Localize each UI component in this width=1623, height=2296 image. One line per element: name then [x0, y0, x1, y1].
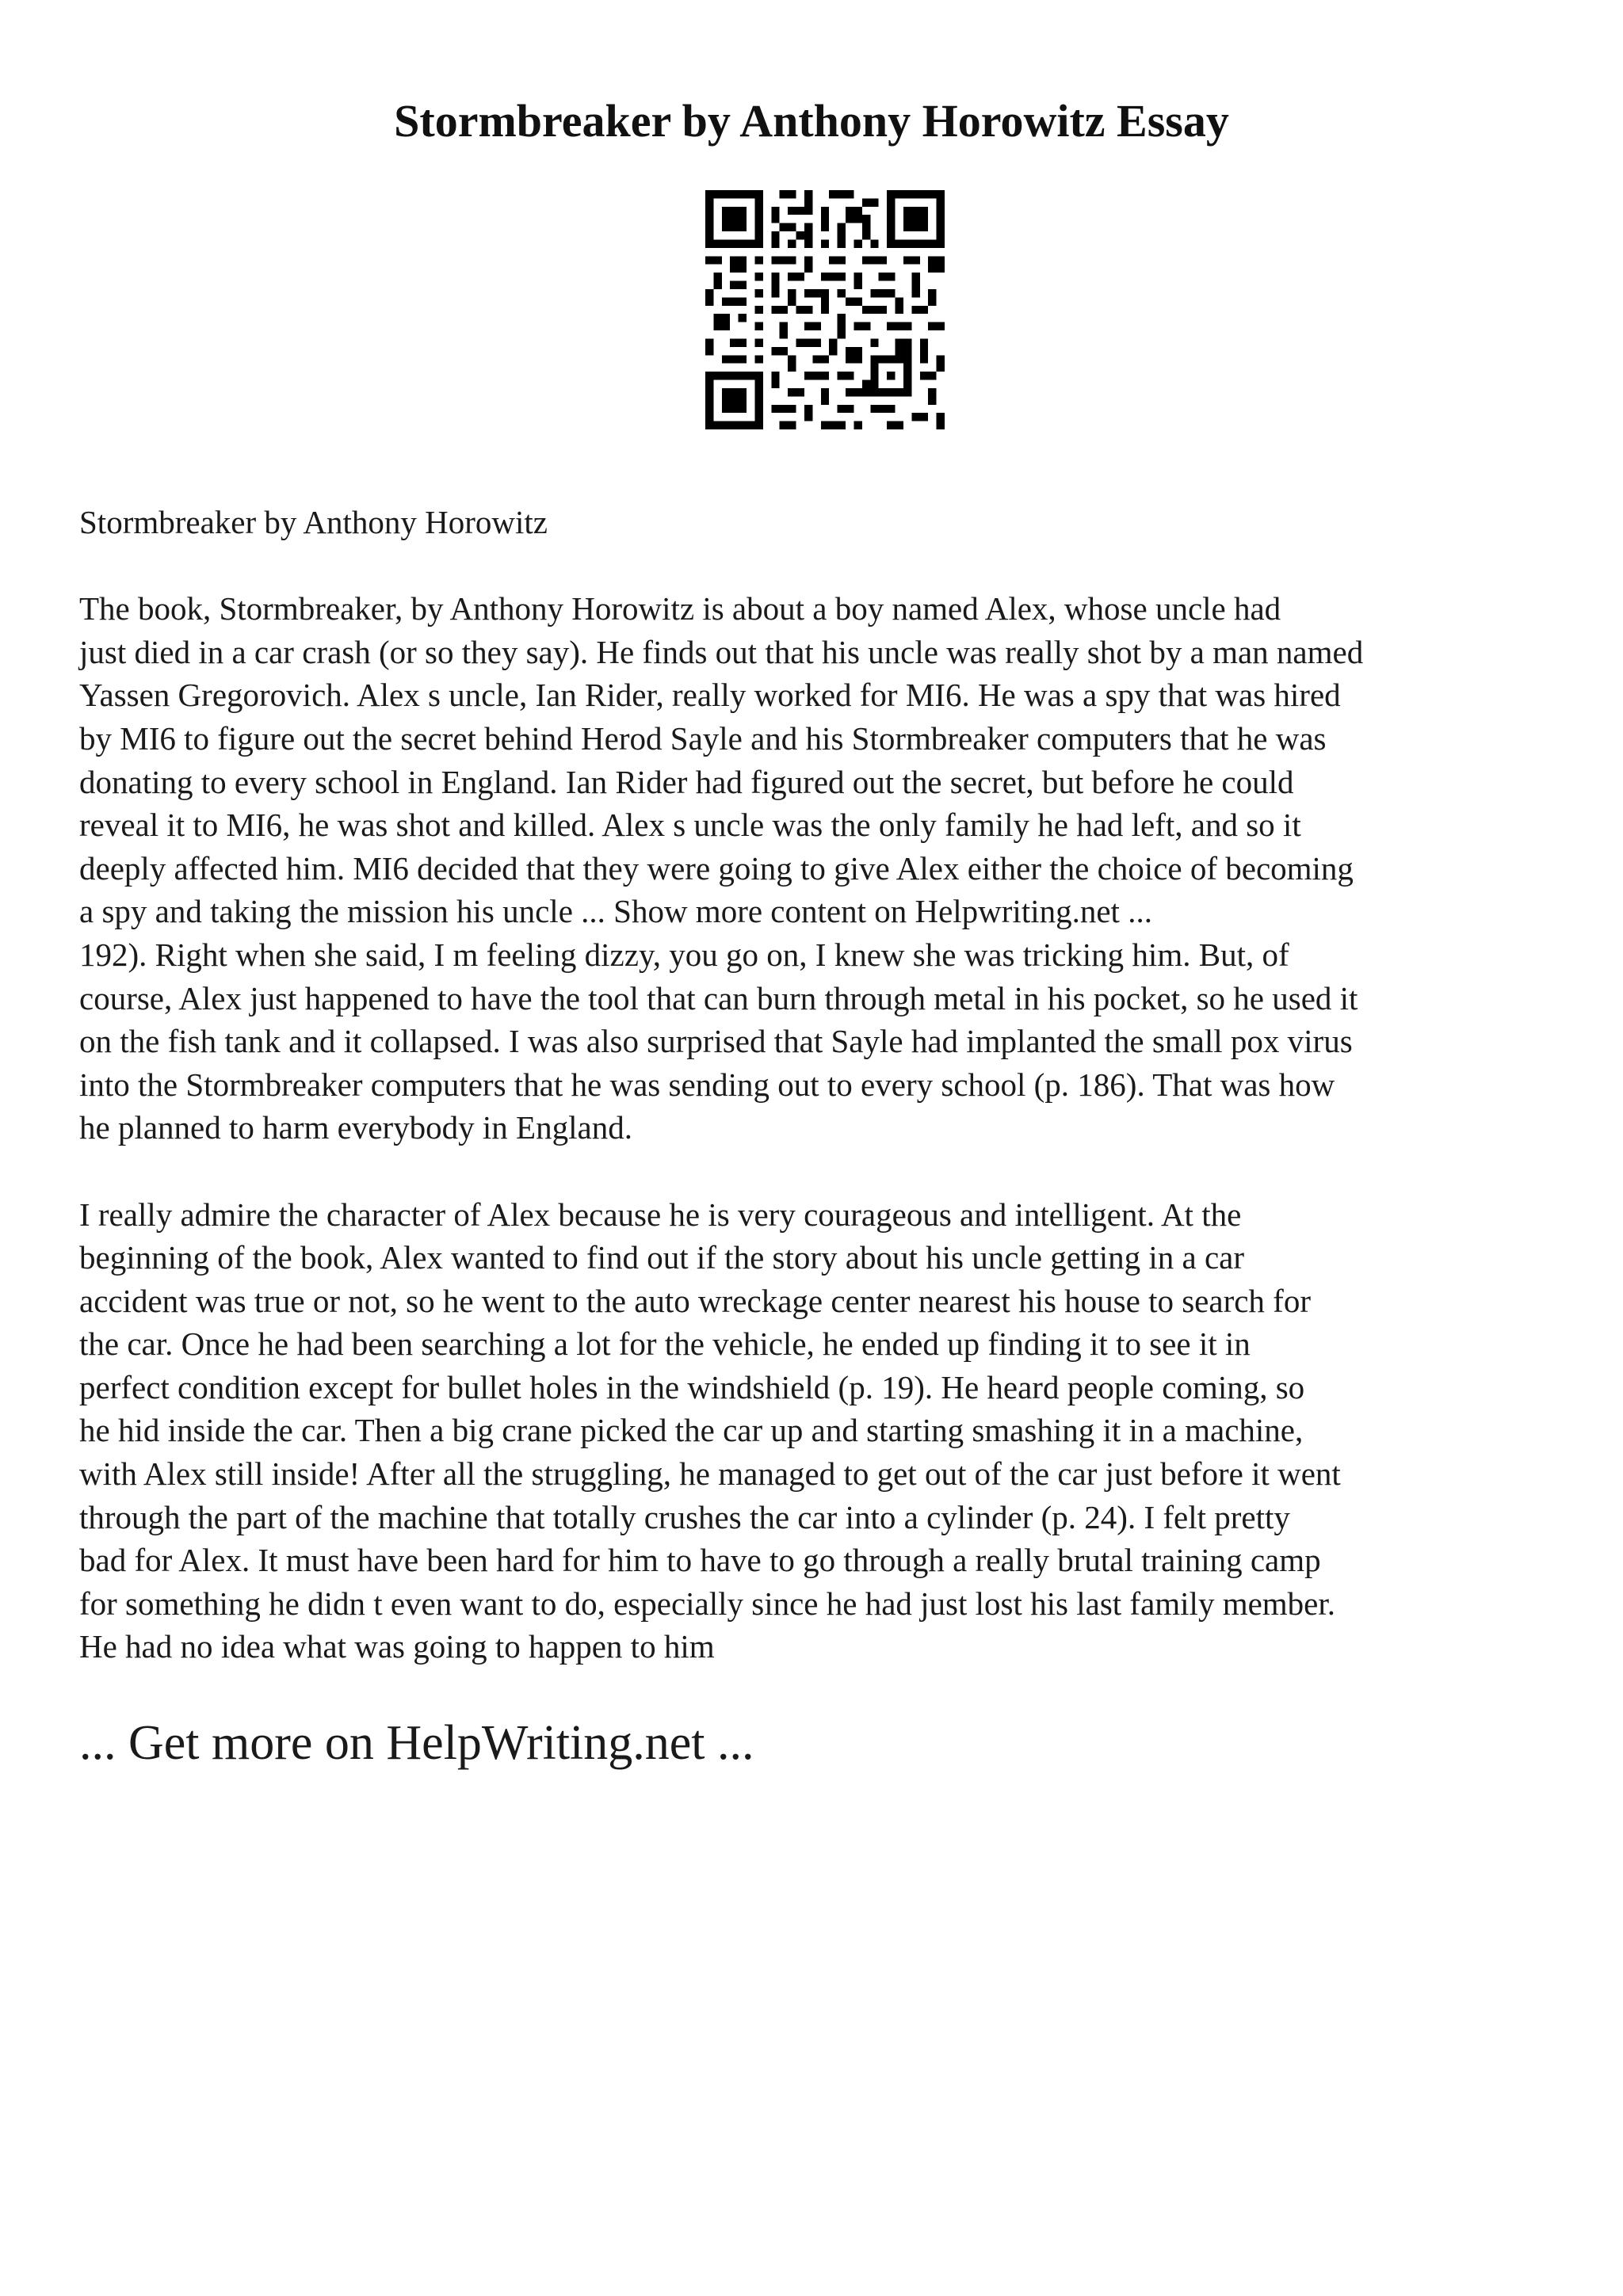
paragraph-line: perfect condition except for bullet holes in the windshield (p. 19). He heard people coming, so	[79, 1368, 1305, 1405]
essay-body	[79, 501, 1569, 1669]
paragraph-line: he planned to harm everybody in England.	[79, 1109, 632, 1146]
paragraph-line: The book, Stormbreaker, by Anthony Horowitz is about a boy named Alex, whose uncle had	[79, 590, 1281, 627]
paragraph-line: he hid inside the car. Then a big crane picked the car up and starting smashing it in a machine,	[79, 1412, 1304, 1449]
essay-subtitle: Stormbreaker by Anthony Horowitz	[79, 504, 548, 540]
paragraph-line: I really admire the character of Alex because he is very courageous and intelligent. At the	[79, 1196, 1242, 1233]
paragraph-1	[79, 587, 1569, 1150]
document-title: Stormbreaker by Anthony Horowitz Essay	[394, 95, 1229, 147]
paragraph-line: for something he didn t even want to do, especially since he had just lost his last family member.	[79, 1585, 1336, 1622]
paragraph-2	[79, 1193, 1569, 1669]
qr-code-icon	[705, 190, 945, 429]
paragraph-line: Yassen Gregorovich. Alex s uncle, Ian Rider, really worked for MI6. He was a spy that was hired	[79, 677, 1341, 714]
paragraph-line: 192). Right when she said, I m feeling dizzy, you go on, I knew she was tricking him. But, of	[79, 936, 1289, 973]
paragraph-line: bad for Alex. It must have been hard for him to have to go through a really brutal training camp	[79, 1542, 1321, 1579]
paragraph-line: donating to every school in England. Ian Rider had figured out the secret, but before he could	[79, 763, 1294, 800]
paragraph-line: into the Stormbreaker computers that he was sending out to every school (p. 186). That was how	[79, 1066, 1335, 1103]
paragraph-line: through the part of the machine that totally crushes the car into a cylinder (p. 24). I felt pretty	[79, 1498, 1290, 1535]
paragraph-line: a spy and taking the mission his uncle ... Show more content on Helpwriting.net ...	[79, 893, 1152, 930]
paragraph-line: just died in a car crash (or so they say). He finds out that his uncle was really shot by a man named	[79, 633, 1364, 670]
paragraph-line: accident was true or not, so he went to the auto wreckage center nearest his house to search for	[79, 1282, 1311, 1319]
paragraph-line: by MI6 to figure out the secret behind Herod Sayle and his Stormbreaker computers that he was	[79, 719, 1327, 757]
paragraph-line: He had no idea what was going to happen to him	[79, 1628, 715, 1665]
paragraph-line: deeply affected him. MI6 decided that they were going to give Alex either the choice of becoming	[79, 849, 1354, 887]
paragraph-line: course, Alex just happened to have the tool that can burn through metal in his pocket, so he used it	[79, 979, 1358, 1016]
paragraph-line: reveal it to MI6, he was shot and killed. Alex s uncle was the only family he had left, and so it	[79, 807, 1301, 844]
get-more-link[interactable]: ... Get more on HelpWriting.net ...	[79, 1716, 754, 1770]
paragraph-line: beginning of the book, Alex wanted to find out if the story about his uncle getting in a car	[79, 1239, 1244, 1276]
paragraph-line: on the fish tank and it collapsed. I was also surprised that Sayle had implanted the small pox virus	[79, 1023, 1353, 1060]
paragraph-line: the car. Once he had been searching a lot for the vehicle, he ended up finding it to see it in	[79, 1325, 1251, 1363]
paragraph-line: with Alex still inside! After all the struggling, he managed to get out of the car just before it went	[79, 1455, 1341, 1493]
